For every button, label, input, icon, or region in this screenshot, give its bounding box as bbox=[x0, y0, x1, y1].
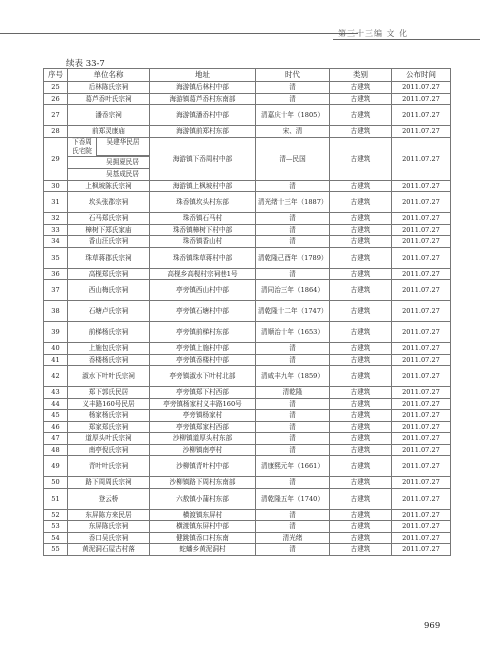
cell-no: 34 bbox=[44, 236, 68, 248]
cell-date: 2011.07.27 bbox=[392, 280, 451, 301]
cell-category: 古建筑 bbox=[330, 322, 392, 343]
cell-category: 古建筑 bbox=[330, 224, 392, 236]
cell-era: 清 bbox=[256, 213, 330, 225]
cell-date: 2011.07.27 bbox=[392, 521, 451, 533]
cell-name: 坎头张郡宗祠 bbox=[68, 192, 150, 213]
cell-date: 2011.07.27 bbox=[392, 137, 451, 180]
cell-no: 53 bbox=[44, 521, 68, 533]
table-row bbox=[44, 280, 451, 301]
cell-date: 2011.07.27 bbox=[392, 343, 451, 355]
cell-name: 淑水下叶叶氏宗祠 bbox=[68, 366, 150, 387]
cell-address: 横渡镇东屏村中部 bbox=[150, 521, 256, 533]
cell-name: 杨家杨氏宗祠 bbox=[68, 410, 150, 422]
cell-category: 古建筑 bbox=[330, 247, 392, 268]
cell-address: 海游镇上枫坡村中部 bbox=[150, 180, 256, 192]
cell-date: 2011.07.27 bbox=[392, 509, 451, 521]
cell-no: 28 bbox=[44, 126, 68, 138]
cell-name: 石塘卢氏宗祠 bbox=[68, 301, 150, 322]
cell-address: 高枧乡高枧村宗祠巷1号 bbox=[150, 268, 256, 280]
cell-no: 37 bbox=[44, 280, 68, 301]
table-row bbox=[44, 180, 451, 192]
cell-era: 清 bbox=[256, 509, 330, 521]
cell-category: 古建筑 bbox=[330, 105, 392, 126]
table-row bbox=[44, 236, 451, 248]
cell-name: 高枧郑氏宗祠 bbox=[68, 268, 150, 280]
cell-no: 29 bbox=[44, 137, 68, 180]
cell-address: 亭旁镇郑下村西部 bbox=[150, 387, 256, 399]
cell-name bbox=[68, 137, 150, 156]
cell-category: 古建筑 bbox=[330, 280, 392, 301]
cell-no: 46 bbox=[44, 421, 68, 433]
cell-date: 2011.07.27 bbox=[392, 224, 451, 236]
cell-date: 2011.07.27 bbox=[392, 410, 451, 422]
cell-address: 健跳镇岙口村东南 bbox=[150, 532, 256, 544]
cell-date: 2011.07.27 bbox=[392, 105, 451, 126]
cell-no: 54 bbox=[44, 532, 68, 544]
cell-era: 清 bbox=[256, 544, 330, 556]
table-continued-label: 续表 33-7 bbox=[66, 59, 105, 69]
cell-category: 古建筑 bbox=[330, 477, 392, 489]
header-line-right bbox=[333, 39, 480, 40]
cell-category: 古建筑 bbox=[330, 213, 392, 225]
table-row bbox=[44, 213, 451, 225]
cell-era: 清康熙元年（1661） bbox=[256, 456, 330, 477]
cell-name: 珠草蒋郡氏宗祠 bbox=[68, 247, 150, 268]
table-row bbox=[44, 509, 451, 521]
table-row bbox=[44, 421, 451, 433]
cell-address: 沙柳镇道厚头村东部 bbox=[150, 433, 256, 445]
cell-name: 黄泥洞石屋古村落 bbox=[68, 544, 150, 556]
cell-category: 古建筑 bbox=[330, 354, 392, 366]
cell-name: 潘岙宗祠 bbox=[68, 105, 150, 126]
cell-category: 古建筑 bbox=[330, 433, 392, 445]
cell-no: 35 bbox=[44, 247, 68, 268]
cell-date: 2011.07.27 bbox=[392, 236, 451, 248]
cell-era: 清乾隆十二年（1747） bbox=[256, 301, 330, 322]
cell-category: 古建筑 bbox=[330, 180, 392, 192]
cell-era: 清 bbox=[256, 224, 330, 236]
cell-name: 上施包氏宗祠 bbox=[68, 343, 150, 355]
table-row bbox=[44, 398, 451, 410]
cell-name: 南亭倪氏宗祠 bbox=[68, 444, 150, 456]
cell-date: 2011.07.27 bbox=[392, 126, 451, 138]
cell-era: 清—民国 bbox=[256, 137, 330, 180]
cell-address: 蛇蟠乡黄泥洞村 bbox=[150, 544, 256, 556]
cell-no: 44 bbox=[44, 398, 68, 410]
cell-era: 清咸丰九年（1859） bbox=[256, 366, 330, 387]
cell-era: 清顺治十年（1653） bbox=[256, 322, 330, 343]
cell-address: 珠岙镇坎头村东部 bbox=[150, 192, 256, 213]
cell-date: 2011.07.27 bbox=[392, 477, 451, 489]
cell-name: 青叶叶氏宗祠 bbox=[68, 456, 150, 477]
cell-category: 古建筑 bbox=[330, 410, 392, 422]
cell-no: 30 bbox=[44, 180, 68, 192]
cell-era: 清光绪 bbox=[256, 532, 330, 544]
cell-category: 古建筑 bbox=[330, 126, 392, 138]
cell-name: 郑下郭氏民居 bbox=[68, 387, 150, 399]
cell-date: 2011.07.27 bbox=[392, 456, 451, 477]
cell-date: 2011.07.27 bbox=[392, 322, 451, 343]
cell-no: 39 bbox=[44, 322, 68, 343]
cell-date: 2011.07.27 bbox=[392, 354, 451, 366]
cell-era: 宋、清 bbox=[256, 126, 330, 138]
cell-address: 亭旁镇杨家村义丰路160号 bbox=[150, 398, 256, 410]
cell-date: 2011.07.27 bbox=[392, 398, 451, 410]
cell-era: 清 bbox=[256, 268, 330, 280]
cell-category: 古建筑 bbox=[330, 82, 392, 94]
table-row bbox=[44, 354, 451, 366]
cell-no: 25 bbox=[44, 82, 68, 94]
cell-address: 沙柳镇路下周村东南部 bbox=[150, 477, 256, 489]
cell-date: 2011.07.27 bbox=[392, 301, 451, 322]
cell-category: 古建筑 bbox=[330, 421, 392, 433]
table-row bbox=[44, 433, 451, 445]
cell-name: 香山汪氏宗祠 bbox=[68, 236, 150, 248]
cell-date: 2011.07.27 bbox=[392, 213, 451, 225]
cell-no: 41 bbox=[44, 354, 68, 366]
page-number: 969 bbox=[424, 621, 441, 631]
cell-category: 古建筑 bbox=[330, 192, 392, 213]
col-header-era: 时代 bbox=[256, 69, 330, 82]
table-row bbox=[44, 387, 451, 399]
cell-name: 东屏陈氏宗祠 bbox=[68, 521, 150, 533]
cell-name: 前梯杨氏宗祠 bbox=[68, 322, 150, 343]
cell-era: 清同治三年（1864） bbox=[256, 280, 330, 301]
cell-no: 47 bbox=[44, 433, 68, 445]
table-header-row bbox=[44, 69, 451, 82]
cell-no: 40 bbox=[44, 343, 68, 355]
cell-no: 51 bbox=[44, 488, 68, 509]
table-row bbox=[44, 105, 451, 126]
cell-date: 2011.07.27 bbox=[392, 532, 451, 544]
cell-address: 横渡镇东屏村 bbox=[150, 509, 256, 521]
col-header-category: 类别 bbox=[330, 69, 392, 82]
cell-sub-name: 吴建华民居 bbox=[97, 138, 149, 156]
cell-address: 亭旁镇淑水下叶村北部 bbox=[150, 366, 256, 387]
cell-name: 葛芦岙叶氏宗祠 bbox=[68, 93, 150, 105]
cell-no: 52 bbox=[44, 509, 68, 521]
cell-category: 古建筑 bbox=[330, 509, 392, 521]
cell-category: 古建筑 bbox=[330, 93, 392, 105]
cell-address: 亭旁镇杨家村 bbox=[150, 410, 256, 422]
cell-era: 清 bbox=[256, 354, 330, 366]
cell-no: 31 bbox=[44, 192, 68, 213]
table-row bbox=[44, 532, 451, 544]
cell-no: 33 bbox=[44, 224, 68, 236]
cell-address: 沙柳镇南亭村 bbox=[150, 444, 256, 456]
table-row bbox=[44, 322, 451, 343]
cell-era: 清嘉庆十年（1805） bbox=[256, 105, 330, 126]
cell-category: 古建筑 bbox=[330, 137, 392, 180]
cell-name: 岙楼杨氏宗祠 bbox=[68, 354, 150, 366]
table-row bbox=[44, 343, 451, 355]
cell-category: 古建筑 bbox=[330, 532, 392, 544]
cell-name: 岙口吴氏宗祠 bbox=[68, 532, 150, 544]
cell-era: 清 bbox=[256, 444, 330, 456]
cell-address: 沙柳镇青叶村中部 bbox=[150, 456, 256, 477]
cell-name: 石马郑氏宗祠 bbox=[68, 213, 150, 225]
cell-address: 六敖镇小蒲村东部 bbox=[150, 488, 256, 509]
cell-date: 2011.07.27 bbox=[392, 180, 451, 192]
running-header: 第三十三编 文 化 bbox=[338, 29, 409, 38]
cell-era: 清 bbox=[256, 343, 330, 355]
table-row bbox=[44, 544, 451, 556]
cell-address: 亭旁镇郑家村西部 bbox=[150, 421, 256, 433]
cell-era: 清 bbox=[256, 180, 330, 192]
heritage-table bbox=[43, 68, 451, 556]
cell-category: 古建筑 bbox=[330, 343, 392, 355]
table-row bbox=[44, 488, 451, 509]
cell-name: 后林陈氏宗祠 bbox=[68, 82, 150, 94]
cell-no: 45 bbox=[44, 410, 68, 422]
cell-address: 海游镇潘岙村中部 bbox=[150, 105, 256, 126]
cell-address: 海游镇后林村中部 bbox=[150, 82, 256, 94]
cell-era: 清 bbox=[256, 477, 330, 489]
cell-no: 55 bbox=[44, 544, 68, 556]
cell-era: 清 bbox=[256, 433, 330, 445]
cell-address: 海游镇前郑村东部 bbox=[150, 126, 256, 138]
cell-category: 古建筑 bbox=[330, 521, 392, 533]
cell-no: 27 bbox=[44, 105, 68, 126]
cell-category: 古建筑 bbox=[330, 301, 392, 322]
cell-date: 2011.07.27 bbox=[392, 366, 451, 387]
cell-name: 道厚头叶氏宗祠 bbox=[68, 433, 150, 445]
cell-category: 古建筑 bbox=[330, 398, 392, 410]
cell-date: 2011.07.27 bbox=[392, 247, 451, 268]
cell-address: 海游镇下岙周村中部 bbox=[150, 137, 256, 180]
cell-date: 2011.07.27 bbox=[392, 93, 451, 105]
cell-address: 海游镇葛芦岙村东南部 bbox=[150, 93, 256, 105]
cell-date: 2011.07.27 bbox=[392, 421, 451, 433]
cell-category: 古建筑 bbox=[330, 366, 392, 387]
table-row bbox=[44, 410, 451, 422]
cell-name: 义丰路160号民居 bbox=[68, 398, 150, 410]
cell-era: 清 bbox=[256, 421, 330, 433]
cell-category: 古建筑 bbox=[330, 544, 392, 556]
table-row bbox=[44, 456, 451, 477]
cell-address: 亭旁镇前梯村东部 bbox=[150, 322, 256, 343]
cell-sub-name: 吴拥夏民居 bbox=[68, 156, 150, 168]
table-row bbox=[44, 521, 451, 533]
col-header-address: 地址 bbox=[150, 69, 256, 82]
cell-address: 亭旁镇上施村中部 bbox=[150, 343, 256, 355]
cell-era: 清乾隆己酉年（1789） bbox=[256, 247, 330, 268]
cell-name: 前郑灵康庙 bbox=[68, 126, 150, 138]
table-row bbox=[44, 366, 451, 387]
cell-era: 清 bbox=[256, 398, 330, 410]
table-row bbox=[44, 268, 451, 280]
cell-era: 清 bbox=[256, 236, 330, 248]
cell-category: 古建筑 bbox=[330, 236, 392, 248]
cell-address: 亭旁镇石塘村中部 bbox=[150, 301, 256, 322]
cell-category: 古建筑 bbox=[330, 387, 392, 399]
cell-era: 清 bbox=[256, 410, 330, 422]
cell-no: 48 bbox=[44, 444, 68, 456]
cell-date: 2011.07.27 bbox=[392, 192, 451, 213]
cell-category: 古建筑 bbox=[330, 488, 392, 509]
cell-date: 2011.07.27 bbox=[392, 82, 451, 94]
table-row bbox=[44, 247, 451, 268]
col-header-no: 序号 bbox=[44, 69, 68, 82]
table-row bbox=[44, 224, 451, 236]
cell-address: 珠岙镇香山村 bbox=[150, 236, 256, 248]
cell-date: 2011.07.27 bbox=[392, 433, 451, 445]
table-row bbox=[44, 82, 451, 94]
cell-era: 清 bbox=[256, 82, 330, 94]
cell-era: 清乾隆 bbox=[256, 387, 330, 399]
cell-address: 亭旁镇岙楼村中部 bbox=[150, 354, 256, 366]
table-row bbox=[44, 192, 451, 213]
cell-sub-name: 吴基成民居 bbox=[68, 168, 150, 180]
cell-name: 樟树下郑氏家庙 bbox=[68, 224, 150, 236]
table-row bbox=[44, 444, 451, 456]
cell-address: 亭旁镇西山村中部 bbox=[150, 280, 256, 301]
cell-name: 西山梅氏宗祠 bbox=[68, 280, 150, 301]
cell-no: 42 bbox=[44, 366, 68, 387]
cell-address: 珠岙镇樟树下村中部 bbox=[150, 224, 256, 236]
cell-category: 古建筑 bbox=[330, 444, 392, 456]
cell-date: 2011.07.27 bbox=[392, 444, 451, 456]
cell-name-group: 下岙周氏宅院 bbox=[68, 138, 97, 156]
cell-name: 郑家郑氏宗祠 bbox=[68, 421, 150, 433]
cell-no: 32 bbox=[44, 213, 68, 225]
cell-category: 古建筑 bbox=[330, 456, 392, 477]
cell-category: 古建筑 bbox=[330, 268, 392, 280]
cell-date: 2011.07.27 bbox=[392, 268, 451, 280]
col-header-name: 单位名称 bbox=[68, 69, 150, 82]
cell-date: 2011.07.27 bbox=[392, 387, 451, 399]
cell-era: 清 bbox=[256, 521, 330, 533]
table-row bbox=[44, 301, 451, 322]
cell-no: 26 bbox=[44, 93, 68, 105]
cell-name: 路下周周氏宗祠 bbox=[68, 477, 150, 489]
cell-no: 36 bbox=[44, 268, 68, 280]
cell-no: 43 bbox=[44, 387, 68, 399]
cell-no: 38 bbox=[44, 301, 68, 322]
cell-era: 清光绪十三年（1887） bbox=[256, 192, 330, 213]
cell-era: 清 bbox=[256, 93, 330, 105]
cell-date: 2011.07.27 bbox=[392, 544, 451, 556]
table-row bbox=[44, 137, 451, 156]
cell-name: 东屏陈方来民居 bbox=[68, 509, 150, 521]
table-row bbox=[44, 126, 451, 138]
cell-address: 珠岙镇石马村 bbox=[150, 213, 256, 225]
col-header-date: 公布时间 bbox=[392, 69, 451, 82]
cell-date: 2011.07.27 bbox=[392, 488, 451, 509]
cell-no: 50 bbox=[44, 477, 68, 489]
cell-name: 上枫坡陈氏宗祠 bbox=[68, 180, 150, 192]
table-row bbox=[44, 477, 451, 489]
header-line-left bbox=[0, 33, 358, 34]
cell-name: 登云桥 bbox=[68, 488, 150, 509]
table-row bbox=[44, 93, 451, 105]
cell-era: 清乾隆五年（1740） bbox=[256, 488, 330, 509]
cell-address: 珠岙镇珠草蒋村中部 bbox=[150, 247, 256, 268]
cell-no: 49 bbox=[44, 456, 68, 477]
